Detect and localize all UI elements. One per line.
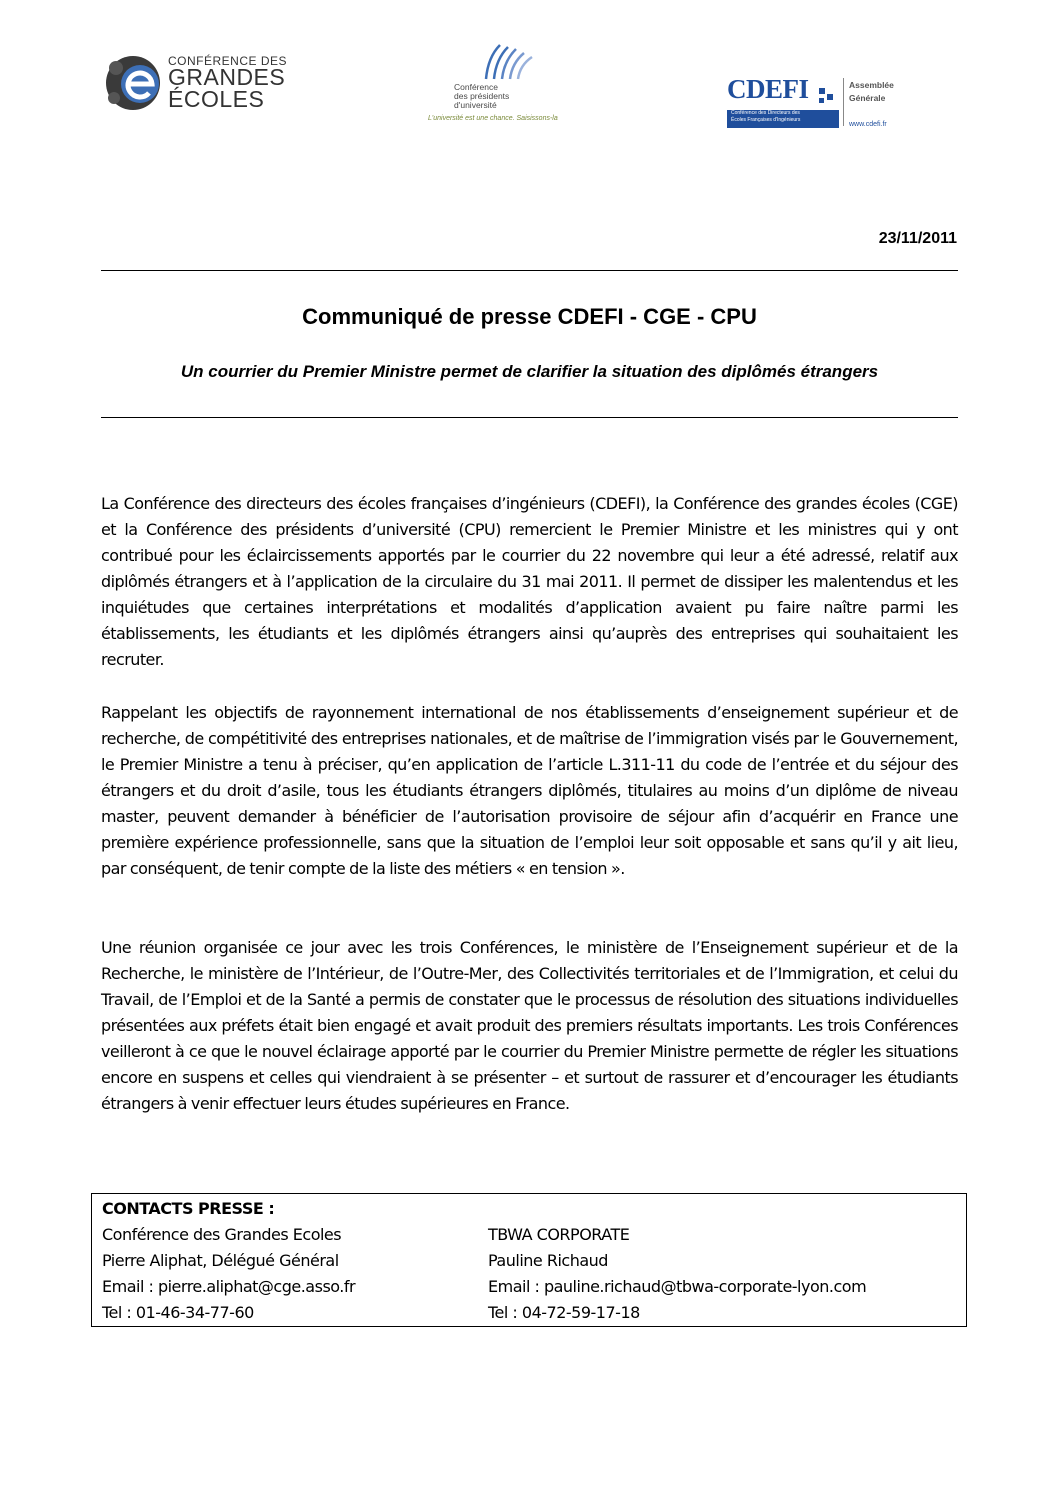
- cdefi-logo-name: CDEFI: [727, 74, 809, 104]
- cpu-logo-line1: Conférence: [454, 82, 498, 92]
- bottom-rule: [101, 417, 958, 418]
- top-rule: [101, 270, 958, 271]
- cdefi-square-icon: [827, 94, 833, 100]
- contact-org: TBWA CORPORATE: [488, 1225, 630, 1244]
- cdefi-url: www.cdefi.fr: [849, 121, 887, 128]
- cdefi-band-line1: Conférence des Directeurs des: [731, 110, 800, 116]
- contact-org: Conférence des Grandes Ecoles: [102, 1225, 342, 1244]
- contact-email[interactable]: Email : pauline.richaud@tbwa-corporate-lyon.com: [488, 1277, 867, 1296]
- cdefi-square-icon: [819, 88, 825, 94]
- cge-emblem-icon: [104, 54, 162, 112]
- cdefi-band: [727, 110, 839, 128]
- document-date: 23/11/2011: [878, 230, 957, 247]
- cdefi-band-line2: Écoles Françaises d'Ingénieurs: [731, 117, 801, 123]
- contacts-heading: CONTACTS PRESSE :: [102, 1199, 275, 1218]
- document-subtitle: Un courrier du Premier Ministre permet de clarifier la situation des diplômés étrangers: [180, 362, 879, 381]
- cdefi-logo: [727, 74, 897, 138]
- cpu-logo-line2: des présidents: [454, 91, 510, 101]
- body-paragraph: La Conférence des directeurs des écoles françaises d’ingénieurs (CDEFI), la Conférence des grandes écoles (CGE) et la Conférence des présidents d’université (CPU) remercient le Premier Ministre et les ministres qui y ont contribué pour les éclaircissements apportés par le courrier du 22 novembre qui leur a été adressé, relatif aux diplômés étrangers et à l’application de la circulaire du 31 mai 2011. Il permet de dissiper les malentendus et les inquiétudes que certaines interprétations et modalités d’application avaient pu faire naître parmi les établissements, les étudiants et les diplômés étrangers ainsi qu’auprès des entreprises qui souhaitaient les recruter.: [101, 494, 958, 669]
- cge-logo-line3: ÉCOLES: [168, 86, 265, 112]
- cdefi-assembly-line2: Générale: [849, 93, 886, 103]
- press-contacts-box: [91, 1193, 967, 1327]
- cpu-arcs-icon: [478, 35, 558, 83]
- cpu-logo-line3: d'université: [454, 100, 497, 110]
- cdefi-assembly-line1: Assemblée: [849, 80, 894, 90]
- contact-tbwa: [488, 1222, 866, 1326]
- cge-logo-line1: CONFÉRENCE DES: [168, 54, 288, 68]
- cge-logo: [104, 52, 304, 116]
- cpu-tagline: L'université est une chance. Saisissons-la: [428, 115, 558, 122]
- contact-tel: Tel : 04-72-59-17-18: [488, 1303, 640, 1322]
- contact-person: Pauline Richaud: [488, 1251, 608, 1270]
- cpu-logo: [428, 35, 598, 127]
- body-paragraph: Rappelant les objectifs de rayonnement international de nos établissements d’enseignement supérieur et de recherche, de compétitivité des entreprises nationales, et de maîtrise de l’immigration visés par le Gouvernement, le Premier Ministre a tenu à préciser, qu’en application de l’article L.311-11 du code de l’entrée et du séjour des étrangers et du droit d’asile, tous les étudiants étrangers diplômés, titulaires au moins d’un diplôme de niveau master, peuvent demander à bénéficier de l’autorisation provisoire de séjour afin d’acquérir en France une première expérience professionnelle, sans que la situation de l’emploi leur soit opposable et sans qu’il y ait lieu, par conséquent, de tenir compte de la liste des métiers « en tension ».: [101, 703, 958, 878]
- contact-cge: [102, 1222, 355, 1326]
- cdefi-divider: [843, 78, 844, 126]
- contact-person: Pierre Aliphat, Délégué Général: [102, 1251, 339, 1270]
- body-paragraph: Une réunion organisée ce jour avec les trois Conférences, le ministère de l’Enseignement supérieur et de la Recherche, le ministère de l’Intérieur, de l’Outre-Mer, des Collectivités territoriales et de l’Immigration, et celui du Travail, de l’Emploi et de la Santé a permis de constater que le processus de résolution des situations individuelles présentées aux préfets était bien engagé et avait produit des premiers résultats importants. Les trois Conférences veilleront à ce que le nouvel éclairage apporté par le courrier du Premier Ministre permette de régler les situations encore en suspens et celles qui viendraient à se présenter – et surtout de rassurer et d’encourager les étudiants étrangers à venir effectuer leurs études supérieures en France.: [101, 938, 958, 1113]
- cge-logo-line2: GRANDES: [168, 64, 286, 90]
- document-title: Communiqué de presse CDEFI - CGE - CPU: [302, 304, 757, 329]
- contact-email[interactable]: Email : pierre.aliphat@cge.asso.fr: [102, 1277, 356, 1296]
- contact-tel: Tel : 01-46-34-77-60: [102, 1303, 254, 1322]
- cdefi-square-icon: [819, 98, 824, 103]
